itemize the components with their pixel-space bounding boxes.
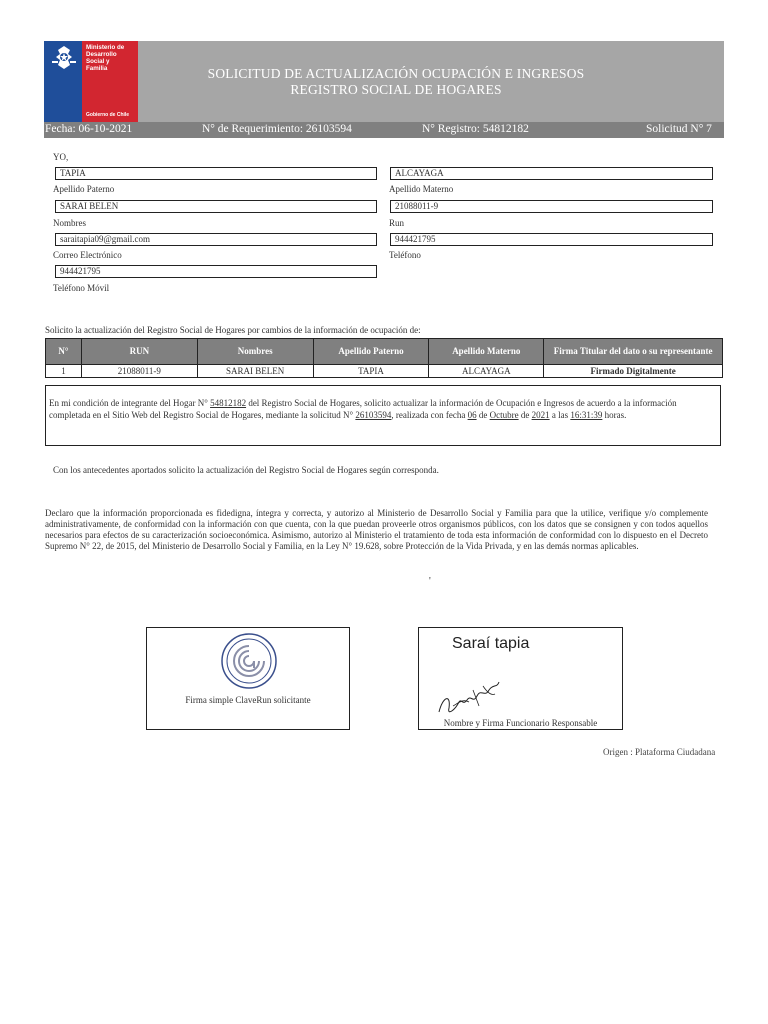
correo-field: saraitapia09@gmail.com — [55, 233, 377, 246]
ministry-name: Ministerio de Desarrollo Social y Familia — [86, 44, 125, 72]
col-header: Apellido Materno — [429, 339, 544, 365]
hora-value: 16:31:39 — [570, 410, 603, 420]
antecedentes-text: Con los antecedentes aportados solicito la actualización del Registro Social de Hogares según corresponda. — [53, 465, 439, 475]
table-cell: ALCAYAGA — [429, 365, 544, 378]
origen-text: Origen : Plataforma Ciudadana — [603, 747, 716, 757]
col-header: RUN — [81, 339, 197, 365]
registro-text: N° Registro: 54812182 — [422, 123, 529, 135]
run-label: Run — [389, 218, 405, 228]
movil-field: 944421795 — [55, 265, 377, 278]
table-header-row — [46, 339, 723, 365]
run-field: 21088011-9 — [390, 200, 713, 213]
yo-label: YO, — [53, 152, 69, 162]
signature-box-official — [418, 627, 623, 730]
col-header: Nombres — [197, 339, 313, 365]
page-title: SOLICITUD DE ACTUALIZACIÓN OCUPACIÓN E INGRESOS REGISTRO SOCIAL DE HOGARES — [207, 66, 585, 97]
solicitud-text: Solicitud N° 7 — [646, 123, 712, 135]
requerimiento-text: N° de Requerimiento: 26103594 — [202, 123, 352, 135]
movil-label: Teléfono Móvil — [53, 283, 110, 293]
claverun-seal-icon — [220, 632, 278, 690]
signature-box-applicant — [146, 627, 350, 730]
nombres-field: SARAI BELEN — [55, 200, 377, 213]
statement-box: En mi condición de integrante del Hogar N° 54812182 del Registro Social de Hogares, solicito actualizar la información de Ocupación e Ingresos de acuerdo a la información completada en el Sitio Web del Registro Social de Hogares, mediante la solicitud N° 26103594, realizada con fecha 06 de Octubre de 2021 a las 16:31:39 horas. — [45, 385, 721, 446]
handwritten-signature — [433, 676, 505, 720]
apellido-materno-label: Apellido Materno — [389, 184, 454, 194]
info-bar — [44, 122, 724, 138]
apellido-paterno-label: Apellido Paterno — [53, 184, 115, 194]
members-table — [45, 338, 723, 378]
official-signature-caption: Nombre y Firma Funcionario Responsable — [443, 718, 598, 728]
nombres-label: Nombres — [53, 218, 86, 228]
telefono-label: Teléfono — [389, 250, 421, 260]
dia-value: 06 — [467, 410, 477, 420]
table-cell: TAPIA — [313, 365, 429, 378]
col-header: Apellido Paterno — [313, 339, 429, 365]
table-cell: 21088011-9 — [81, 365, 197, 378]
mes-value: Octubre — [489, 410, 519, 420]
applicant-signature-caption: Firma simple ClaveRun solicitante — [185, 695, 311, 705]
col-header: N° — [46, 339, 82, 365]
gobierno-label: Gobierno de Chile — [86, 112, 130, 118]
apellido-materno-field: ALCAYAGA — [390, 167, 713, 180]
table-row — [46, 365, 723, 378]
fecha-text: Fecha: 06-10-2021 — [45, 123, 133, 135]
col-header: Firma Titular del dato o su representante — [544, 339, 723, 365]
declaration-text: Declaro que la información proporcionada es fidedigna, íntegra y correcta, y autorizo al Ministerio de Desarrollo Social y Familia para que la utilice, verifique y/o complemente administrativamente, de conformidad con la información con que cuenta, con la que puedan proveerle otros organismos públicos, con los datos que se consignen y con todos aquellos necesarios para efectos de su caracterización socioeconómica. Asimismo, autorizo al Ministerio el tratamiento de toda esta información de conformidad con lo dispuesto en el Decreto Supremo N° 22, de 2015, del Ministerio de Desarrollo Social y Familia, en la Ley N° 19.628, sobre Protección de la Vida Privada, y en las demás normas aplicables. — [45, 508, 708, 551]
solicitud-number: 26103594 — [355, 410, 392, 420]
table-cell: Firmado Digitalmente — [544, 365, 723, 378]
ministry-logo — [44, 41, 138, 122]
correo-label: Correo Electrónico — [53, 250, 122, 260]
telefono-field: 944421795 — [390, 233, 713, 246]
stray-mark: ' — [429, 576, 431, 587]
table-cell: 1 — [46, 365, 82, 378]
table-cell: SARAI BELEN — [197, 365, 313, 378]
apellido-paterno-field: TAPIA — [55, 167, 377, 180]
anio-value: 2021 — [531, 410, 550, 420]
intro-text: Solicito la actualización del Registro Social de Hogares por cambios de la información de ocupación de: — [45, 325, 421, 335]
official-name: Saraí tapia — [452, 635, 530, 652]
hogar-number: 54812182 — [210, 398, 247, 408]
chile-coat-of-arms-icon — [48, 45, 80, 71]
